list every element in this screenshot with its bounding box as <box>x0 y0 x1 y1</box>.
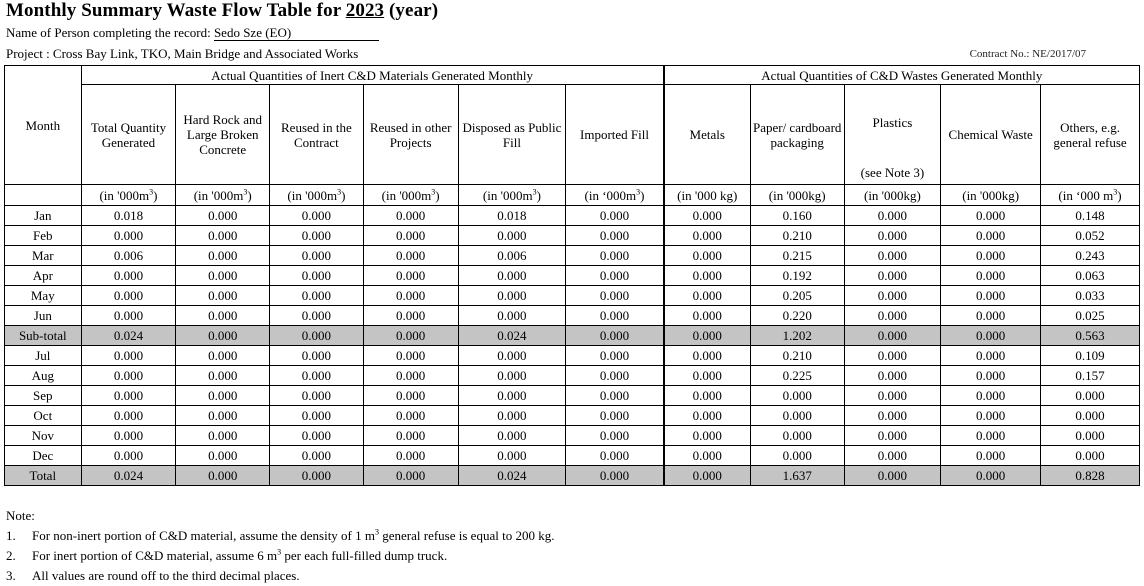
table-cell: 0.000 <box>941 446 1041 466</box>
title-year: 2023 <box>345 0 385 21</box>
table-cell: 0.000 <box>566 346 664 366</box>
person-line <box>6 25 379 41</box>
table-cell: 0.000 <box>664 446 751 466</box>
table-cell: 0.000 <box>566 286 664 306</box>
row-month: Mar <box>5 246 82 266</box>
table-row <box>5 366 1140 386</box>
table-cell: 0.000 <box>363 226 458 246</box>
table-cell: 0.024 <box>458 466 566 486</box>
table-cell: 0.000 <box>81 266 176 286</box>
table-cell: 0.000 <box>844 446 941 466</box>
table-cell: 0.000 <box>363 346 458 366</box>
table-cell: 0.000 <box>664 326 751 346</box>
table-cell: 0.000 <box>664 206 751 226</box>
group-inert-header: Actual Quantities of Inert C&D Materials Generated Monthly <box>81 66 664 85</box>
table-cell: 0.000 <box>664 466 751 486</box>
table-cell: 0.024 <box>81 466 176 486</box>
unit-superscript: 3 <box>337 187 342 197</box>
title-suffix: (year) <box>384 0 439 21</box>
table-cell: 0.000 <box>458 406 566 426</box>
table-cell: 0.000 <box>363 406 458 426</box>
table-body <box>5 206 1140 486</box>
unit-end: ) <box>341 187 346 203</box>
table-cell: 0.000 <box>664 426 751 446</box>
unit-text: (in '000m <box>99 187 150 203</box>
table-cell: 0.000 <box>270 326 364 346</box>
table-cell: 0.000 <box>664 406 751 426</box>
table-cell: 0.000 <box>664 386 751 406</box>
table-row <box>5 266 1140 286</box>
table-cell: 0.000 <box>270 226 364 246</box>
table-row <box>5 286 1140 306</box>
unit-text: (in '000m <box>381 187 432 203</box>
table-cell: 0.000 <box>270 466 364 486</box>
table-cell: 0.192 <box>750 266 844 286</box>
column-unit <box>81 185 176 206</box>
row-month: Feb <box>5 226 82 246</box>
unit-superscript: 3 <box>532 187 537 197</box>
table-cell: 0.000 <box>176 446 270 466</box>
table-cell: 0.000 <box>941 346 1041 366</box>
table-cell: 0.000 <box>176 386 270 406</box>
table-cell: 0.000 <box>566 426 664 446</box>
column-unit <box>176 185 270 206</box>
table-cell: 0.000 <box>750 426 844 446</box>
column-header <box>81 85 176 185</box>
table-cell: 0.000 <box>1041 386 1140 406</box>
column-label: Reused in the Contract <box>281 119 352 150</box>
table-cell: 0.000 <box>81 426 176 446</box>
column-header <box>458 85 566 185</box>
column-label: Reused in other Projects <box>369 119 452 150</box>
note-text-end: per each full-filled dump truck. <box>281 548 448 563</box>
row-month: Jul <box>5 346 82 366</box>
table-cell: 0.000 <box>458 386 566 406</box>
table-cell: 0.000 <box>844 266 941 286</box>
unit-text: (in '000m <box>287 187 338 203</box>
table-cell: 0.563 <box>1041 326 1140 346</box>
row-month: Jan <box>5 206 82 226</box>
table-cell: 0.225 <box>750 366 844 386</box>
table-cell: 0.000 <box>664 366 751 386</box>
person-label: Name of Person completing the record: <box>6 25 214 40</box>
table-cell: 0.000 <box>566 446 664 466</box>
table-cell: 0.000 <box>458 446 566 466</box>
note-text: For non-inert portion of C&D material, assume the density of 1 m <box>32 528 375 543</box>
table-cell: 0.000 <box>941 386 1041 406</box>
column-label: Paper/ cardboard packaging <box>752 119 842 150</box>
table-cell: 0.000 <box>566 466 664 486</box>
row-month: Sep <box>5 386 82 406</box>
table-cell: 0.033 <box>1041 286 1140 306</box>
column-header <box>844 85 941 185</box>
table-cell: 0.000 <box>844 366 941 386</box>
table-row <box>5 246 1140 266</box>
table-cell: 0.000 <box>566 266 664 286</box>
unit-superscript: 3 <box>243 187 248 197</box>
row-month: Jun <box>5 306 82 326</box>
table-cell: 0.148 <box>1041 206 1140 226</box>
unit-text: (in '000 kg) <box>677 187 738 203</box>
table-cell: 0.000 <box>941 466 1041 486</box>
column-note: (see Note 3) <box>860 165 925 180</box>
table-row <box>5 446 1140 466</box>
group-cd-header: Actual Quantities of C&D Wastes Generated Monthly <box>664 66 1140 85</box>
column-unit <box>458 185 566 206</box>
unit-superscript: 3 <box>431 187 436 197</box>
header-row-units <box>5 185 1140 206</box>
column-label: Disposed as Public Fill <box>462 119 562 150</box>
table-cell: 0.000 <box>270 246 364 266</box>
table-cell: 0.000 <box>81 346 176 366</box>
note-number: 1. <box>6 528 16 543</box>
table-cell: 0.000 <box>664 286 751 306</box>
column-label: Chemical Waste <box>948 127 1033 142</box>
unit-end: ) <box>640 187 645 203</box>
unit-text: (in '000kg) <box>962 187 1020 203</box>
table-row <box>5 206 1140 226</box>
table-cell: 0.000 <box>81 306 176 326</box>
table-cell: 0.006 <box>458 246 566 266</box>
row-month: Oct <box>5 406 82 426</box>
column-label: Metals <box>689 127 725 142</box>
table-cell: 0.000 <box>844 466 941 486</box>
table-cell: 0.000 <box>941 266 1041 286</box>
unit-superscript: 3 <box>636 187 641 197</box>
note-text: For inert portion of C&D material, assume 6 m <box>32 548 278 563</box>
header-row-groups <box>5 66 1140 85</box>
table-cell: 0.215 <box>750 246 844 266</box>
column-header <box>750 85 844 185</box>
table-row <box>5 406 1140 426</box>
table-cell: 0.000 <box>176 466 270 486</box>
row-month: Total <box>5 466 82 486</box>
column-label: Total Quantity Generated <box>90 119 167 150</box>
table-cell: 0.000 <box>664 226 751 246</box>
column-header <box>664 85 751 185</box>
table-cell: 0.000 <box>270 206 364 226</box>
table-cell: 0.109 <box>1041 346 1140 366</box>
col-month-header: Month <box>5 66 82 185</box>
table-cell: 0.000 <box>664 246 751 266</box>
column-unit <box>844 185 941 206</box>
column-label: Imported Fill <box>580 127 649 142</box>
title-prefix: Monthly Summary Waste Flow Table for <box>6 0 346 21</box>
unit-end: ) <box>153 187 158 203</box>
table-cell: 0.000 <box>664 306 751 326</box>
column-header <box>566 85 664 185</box>
table-cell: 0.000 <box>270 306 364 326</box>
note-item <box>6 546 554 566</box>
column-header <box>270 85 364 185</box>
table-cell: 0.000 <box>941 206 1041 226</box>
table-cell: 0.024 <box>81 326 176 346</box>
column-label: Hard Rock and Large Broken Concrete <box>183 112 263 157</box>
table-cell: 0.000 <box>566 206 664 226</box>
column-unit <box>566 185 664 206</box>
table-cell: 0.000 <box>270 346 364 366</box>
column-header <box>363 85 458 185</box>
table-cell: 0.000 <box>941 326 1041 346</box>
header-row-columns <box>5 85 1140 185</box>
table-cell: 0.000 <box>458 306 566 326</box>
table-cell: 0.000 <box>1041 446 1140 466</box>
unit-end: ) <box>435 187 440 203</box>
table-cell: 0.000 <box>363 306 458 326</box>
table-cell: 0.000 <box>566 386 664 406</box>
note-number: 3. <box>6 568 16 583</box>
table-cell: 0.000 <box>176 286 270 306</box>
note-superscript: 3 <box>375 527 379 537</box>
table-cell: 0.000 <box>363 386 458 406</box>
table-cell: 0.220 <box>750 306 844 326</box>
note-item <box>6 566 554 586</box>
row-month: Nov <box>5 426 82 446</box>
column-unit <box>750 185 844 206</box>
column-unit <box>363 185 458 206</box>
table-cell: 0.000 <box>458 266 566 286</box>
table-cell: 0.000 <box>844 206 941 226</box>
note-text: All values are round off to the third decimal places. <box>32 568 300 583</box>
table-row <box>5 386 1140 406</box>
table-cell: 0.000 <box>270 406 364 426</box>
note-item <box>6 526 554 546</box>
unit-superscript: 3 <box>149 187 154 197</box>
table-cell: 0.000 <box>941 406 1041 426</box>
table-cell: 0.000 <box>458 426 566 446</box>
table-cell: 0.000 <box>566 366 664 386</box>
table-cell: 0.000 <box>363 206 458 226</box>
table-cell: 0.006 <box>81 246 176 266</box>
note-text-end: general refuse is equal to 200 kg. <box>379 528 555 543</box>
column-header-wrap <box>847 87 939 182</box>
table-header <box>5 66 1140 206</box>
table-cell: 0.000 <box>270 426 364 446</box>
table-cell: 0.000 <box>270 286 364 306</box>
table-cell: 0.000 <box>81 226 176 246</box>
table-cell: 0.000 <box>844 426 941 446</box>
table-cell: 0.000 <box>270 386 364 406</box>
column-header <box>941 85 1041 185</box>
table-cell: 0.000 <box>81 386 176 406</box>
column-unit <box>270 185 364 206</box>
table-cell: 0.000 <box>566 326 664 346</box>
table-cell: 0.000 <box>941 306 1041 326</box>
table-cell: 0.000 <box>941 246 1041 266</box>
table-cell: 0.000 <box>81 406 176 426</box>
table-cell: 0.024 <box>458 326 566 346</box>
row-month: Aug <box>5 366 82 386</box>
unit-text: (in '000kg) <box>768 187 826 203</box>
table-cell: 0.000 <box>176 266 270 286</box>
table-cell: 0.000 <box>363 466 458 486</box>
table-cell: 0.000 <box>941 226 1041 246</box>
table-cell: 0.000 <box>566 306 664 326</box>
project-line: Project : Cross Bay Link, TKO, Main Bridge and Associated Works <box>6 46 359 61</box>
row-month: Sub-total <box>5 326 82 346</box>
table-cell: 0.000 <box>844 286 941 306</box>
table-cell: 0.000 <box>844 406 941 426</box>
table-cell: 0.210 <box>750 346 844 366</box>
table-row <box>5 306 1140 326</box>
column-label: Others, e.g. general refuse <box>1053 119 1127 150</box>
table-cell: 0.000 <box>1041 426 1140 446</box>
table-cell: 0.000 <box>363 286 458 306</box>
table-row <box>5 426 1140 446</box>
table-cell: 0.000 <box>363 426 458 446</box>
table-cell: 0.828 <box>1041 466 1140 486</box>
table-cell: 0.000 <box>458 366 566 386</box>
table-cell: 0.000 <box>458 286 566 306</box>
table-cell: 0.000 <box>176 306 270 326</box>
contract-number: Contract No.: NE/2017/07 <box>969 48 1086 60</box>
page-title <box>6 0 438 22</box>
table-cell: 0.000 <box>176 426 270 446</box>
column-unit <box>1041 185 1140 206</box>
column-header <box>176 85 270 185</box>
table-cell: 0.000 <box>176 246 270 266</box>
table-cell: 0.063 <box>1041 266 1140 286</box>
table-cell: 0.000 <box>270 366 364 386</box>
table-row-summary <box>5 326 1140 346</box>
table-cell: 0.157 <box>1041 366 1140 386</box>
table-row <box>5 346 1140 366</box>
table-cell: 0.000 <box>750 386 844 406</box>
note-number: 2. <box>6 548 16 563</box>
table-cell: 0.000 <box>844 226 941 246</box>
row-month: Apr <box>5 266 82 286</box>
table-cell: 0.205 <box>750 286 844 306</box>
table-cell: 0.000 <box>750 446 844 466</box>
unit-blank <box>5 185 82 206</box>
table-cell: 0.000 <box>363 446 458 466</box>
table-cell: 0.000 <box>458 346 566 366</box>
table-cell: 0.000 <box>176 226 270 246</box>
table-cell: 0.160 <box>750 206 844 226</box>
notes-title: Note: <box>6 508 35 523</box>
table-cell: 0.210 <box>750 226 844 246</box>
table-cell: 0.000 <box>363 246 458 266</box>
note-superscript: 3 <box>277 547 282 557</box>
table-cell: 0.000 <box>941 426 1041 446</box>
table-cell: 0.052 <box>1041 226 1140 246</box>
table-cell: 1.202 <box>750 326 844 346</box>
table-cell: 0.000 <box>844 306 941 326</box>
table-row <box>5 226 1140 246</box>
person-value: Sedo Sze (EO) <box>214 26 379 41</box>
unit-end: ) <box>1117 187 1122 203</box>
unit-text: (in '000m <box>482 187 533 203</box>
table-cell: 0.000 <box>1041 406 1140 426</box>
table-cell: 0.000 <box>750 406 844 426</box>
table-cell: 0.000 <box>176 366 270 386</box>
column-unit <box>941 185 1041 206</box>
table-cell: 0.000 <box>270 266 364 286</box>
waste-flow-table <box>4 65 1140 486</box>
table-cell: 0.000 <box>844 346 941 366</box>
unit-superscript: 3 <box>1113 187 1118 197</box>
table-cell: 0.000 <box>941 286 1041 306</box>
table-cell: 0.000 <box>270 446 364 466</box>
table-cell: 0.000 <box>363 366 458 386</box>
table-cell: 0.000 <box>844 246 941 266</box>
table-cell: 0.000 <box>844 386 941 406</box>
table-cell: 0.000 <box>566 226 664 246</box>
unit-text: (in ‘000 m <box>1058 187 1114 203</box>
column-unit <box>664 185 751 206</box>
row-month: Dec <box>5 446 82 466</box>
table-cell: 0.000 <box>363 266 458 286</box>
table-cell: 0.000 <box>176 406 270 426</box>
column-label: Plastics <box>872 115 913 130</box>
table-cell: 0.000 <box>176 326 270 346</box>
unit-text: (in '000m <box>193 187 244 203</box>
table-cell: 0.000 <box>81 446 176 466</box>
table-cell: 0.000 <box>363 326 458 346</box>
table-cell: 0.000 <box>81 286 176 306</box>
table-cell: 0.000 <box>941 366 1041 386</box>
table-cell: 0.000 <box>566 406 664 426</box>
table-cell: 0.000 <box>176 346 270 366</box>
unit-text: (in ‘000m <box>584 187 637 203</box>
table-cell: 0.000 <box>566 246 664 266</box>
notes <box>6 506 554 586</box>
column-header <box>1041 85 1140 185</box>
table-cell: 0.018 <box>458 206 566 226</box>
unit-text: (in '000kg) <box>863 187 921 203</box>
unit-end: ) <box>247 187 252 203</box>
table-cell: 0.000 <box>81 366 176 386</box>
table-cell: 0.018 <box>81 206 176 226</box>
table-cell: 0.000 <box>458 226 566 246</box>
table-cell: 0.000 <box>844 326 941 346</box>
table-cell: 0.000 <box>664 346 751 366</box>
row-month: May <box>5 286 82 306</box>
table-cell: 0.000 <box>176 206 270 226</box>
table-cell: 0.000 <box>664 266 751 286</box>
table-cell: 0.025 <box>1041 306 1140 326</box>
unit-end: ) <box>536 187 541 203</box>
table-cell: 0.243 <box>1041 246 1140 266</box>
table-cell: 1.637 <box>750 466 844 486</box>
table-row-summary <box>5 466 1140 486</box>
